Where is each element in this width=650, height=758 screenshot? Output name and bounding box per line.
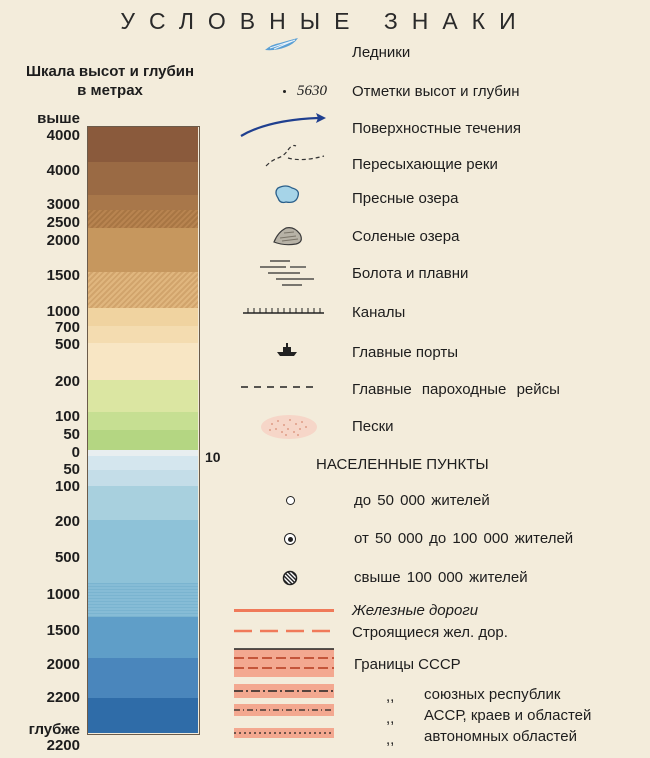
scale-tick: 1000 <box>46 303 80 320</box>
scale-tick: 100 <box>54 408 80 425</box>
legend-salt-lakes-label: Соленые озера <box>352 228 460 245</box>
republic-border-icon <box>234 682 334 700</box>
legend-border-autonomous-label: автономных областей <box>424 728 577 745</box>
scale-tick: 50 <box>63 426 80 443</box>
legend-border-assr-label: АССР, краев и областей <box>424 707 592 724</box>
ship-icon <box>276 342 298 358</box>
legend-settle-medium-label: от 50 000 до 100 000 жителей <box>354 530 574 547</box>
scale-bottom-word: глубже <box>28 721 80 738</box>
legend-swamps-label: Болота и плавни <box>352 265 469 282</box>
scale-tick: 2200 <box>46 737 80 754</box>
medium-settlement-icon <box>284 533 296 545</box>
shipping-route-icon <box>240 384 320 390</box>
large-settlement-icon <box>282 570 298 586</box>
scale-tick: 1500 <box>46 622 80 639</box>
legend-railways-construction-label: Строящиеся жел. дор. <box>352 624 508 641</box>
scale-tick: 200 <box>54 513 80 530</box>
scale-heading <box>0 62 220 100</box>
salt-lake-icon <box>270 224 306 248</box>
current-arrow-icon <box>238 108 330 140</box>
ussr-border-icon <box>234 646 334 680</box>
ditto-mark: ,, <box>386 710 395 727</box>
autonomous-border-icon <box>234 726 334 740</box>
assr-border-icon <box>234 702 334 718</box>
legend-shipping-label: Главные пароходные рейсы <box>352 381 560 398</box>
scale-heading-line2: в метрах <box>77 82 143 99</box>
sand-icon <box>258 412 320 442</box>
scale-tick: 4000 <box>46 162 80 179</box>
legend-ports-label: Главные порты <box>352 344 459 361</box>
scale-top-word: выше <box>37 110 80 127</box>
legend-border-ussr-label: Границы СССР <box>354 656 461 673</box>
ditto-mark: ,, <box>386 731 395 748</box>
legend-sands-label: Пески <box>352 418 394 435</box>
scale-tick: 500 <box>54 336 80 353</box>
scale-tick: 1000 <box>46 586 80 603</box>
legend-border-republics-label: союзных республик <box>424 686 561 703</box>
legend-currents-label: Поверхностные течения <box>352 120 521 137</box>
scale-tick: 700 <box>54 319 80 336</box>
ditto-mark: ,, <box>386 688 395 705</box>
settlements-heading: НАСЕЛЕННЫЕ ПУНКТЫ <box>316 456 489 473</box>
intermittent-river-icon <box>262 140 328 172</box>
legend-settle-large-label: свыше 100 000 жителей <box>354 569 528 586</box>
scale-tick: 4000 <box>46 127 80 144</box>
scale-tick: 200 <box>54 373 80 390</box>
small-settlement-icon <box>286 496 295 505</box>
legend-canals-label: Каналы <box>352 304 406 321</box>
legend-settle-small-label: до 50 000 жителей <box>354 492 490 509</box>
scale-tick: 500 <box>54 549 80 566</box>
scale-tick: 2200 <box>46 689 80 706</box>
railway-construction-icon <box>234 628 334 634</box>
scale-tick: 2000 <box>46 232 80 249</box>
legend-railways-label: Железные дороги <box>352 602 479 619</box>
canal-icon <box>242 304 326 318</box>
scale-tick: 2000 <box>46 656 80 673</box>
scale-side-label: 10 <box>205 449 221 465</box>
spot-height-sample: 5630 <box>297 83 327 99</box>
scale-tick: 50 <box>63 461 80 478</box>
legend-intermittent-rivers-label: Пересыхающие реки <box>352 156 498 173</box>
legend-fresh-lakes-label: Пресные озера <box>352 190 459 207</box>
swamp-icon <box>256 256 320 290</box>
scale-frame <box>87 126 200 735</box>
scale-tick: 2500 <box>46 214 80 231</box>
spot-height-dot-icon <box>283 90 286 93</box>
scale-tick: 3000 <box>46 196 80 213</box>
railway-icon <box>234 609 334 612</box>
scale-tick: 100 <box>54 478 80 495</box>
fresh-lake-icon <box>272 182 304 208</box>
scale-tick: 0 <box>71 444 80 461</box>
legend-glaciers-label: Ледники <box>352 44 411 61</box>
legend-spot-heights-label: Отметки высот и глубин <box>352 83 520 100</box>
legend-title: УСЛОВНЫЕ ЗНАКИ <box>120 8 530 34</box>
scale-heading-line1: Шкала высот и глубин <box>25 63 195 80</box>
scale-tick: 1500 <box>46 267 80 284</box>
glacier-icon <box>262 36 302 54</box>
